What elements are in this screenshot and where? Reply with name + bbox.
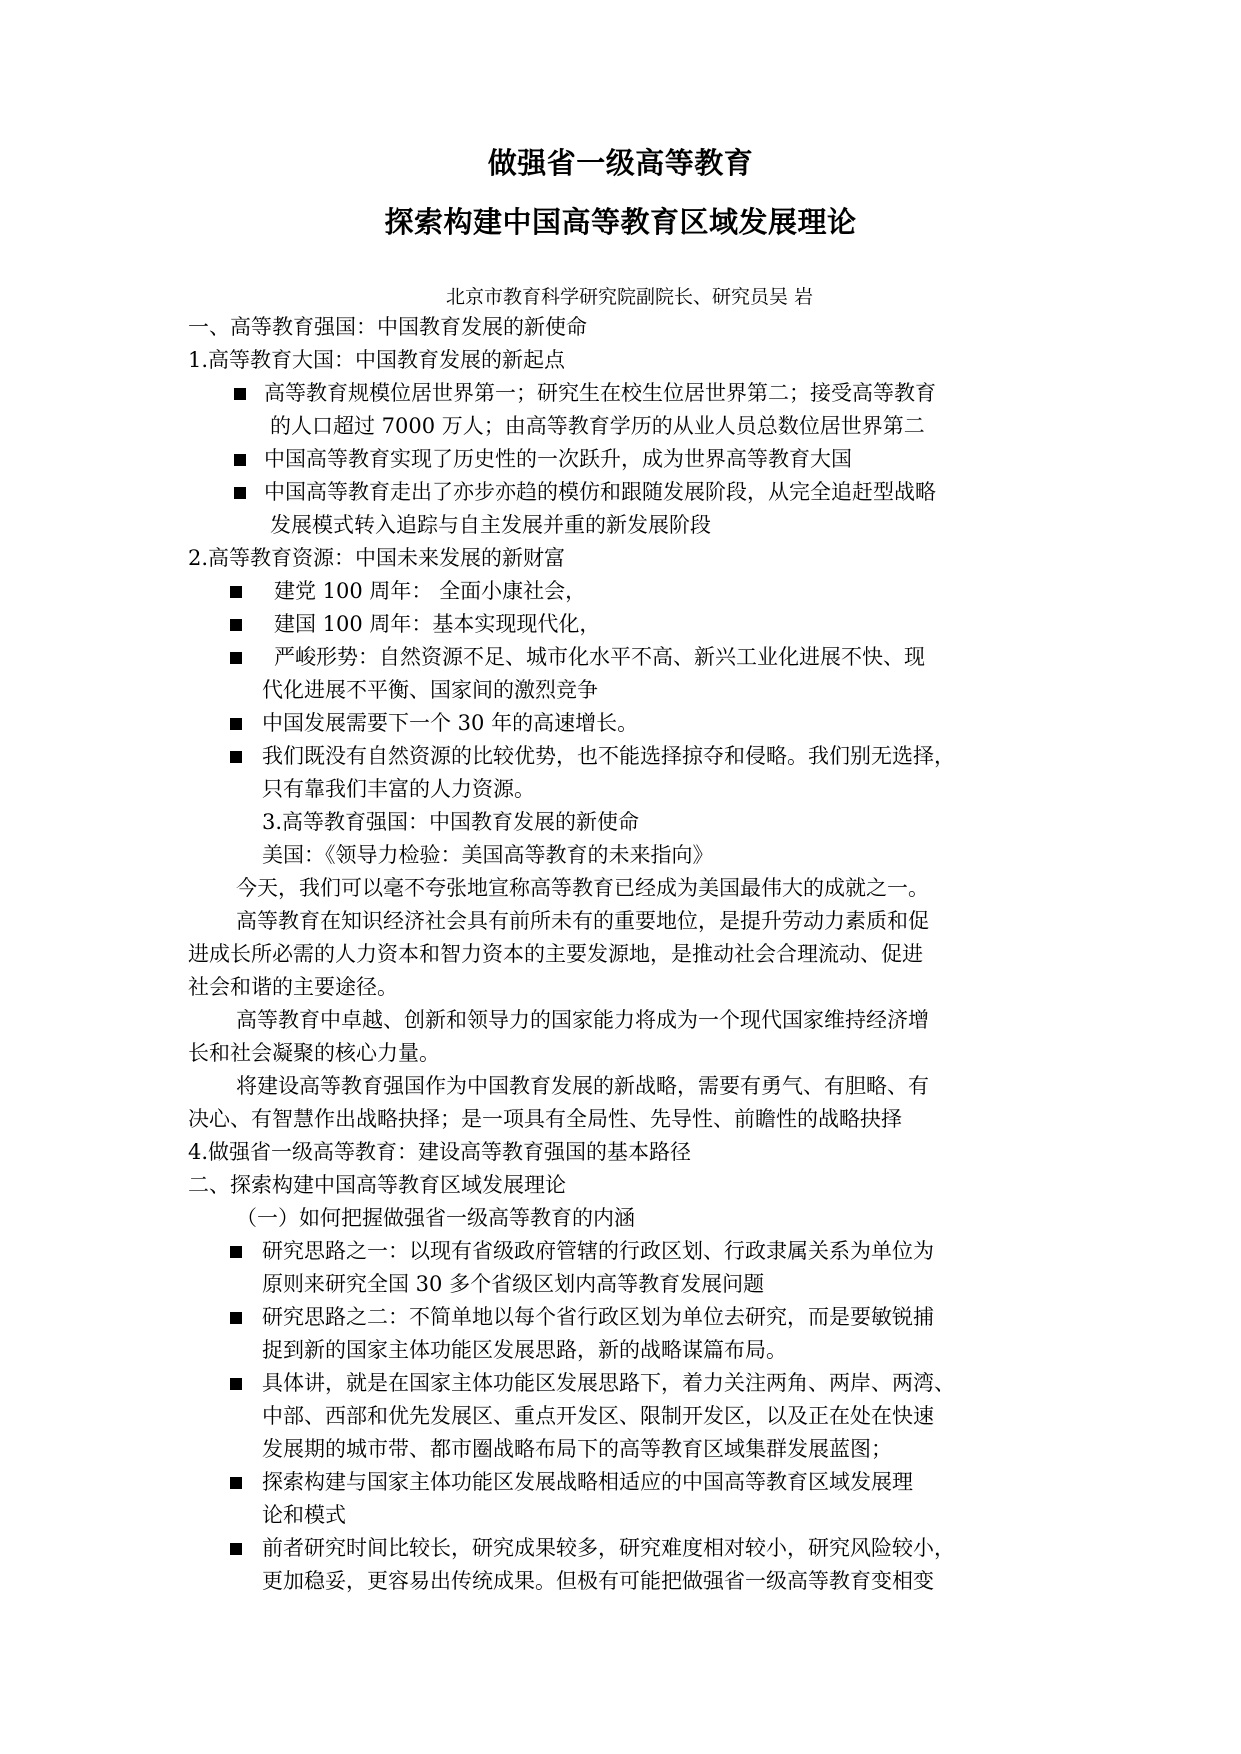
- list-item-text: 捉到新的国家主体功能区发展思路，新的战略谋篇布局。: [262, 1338, 787, 1362]
- bullet-marker: [230, 751, 242, 763]
- paragraph-line: 高等教育中卓越、创新和领导力的国家能力将成为一个现代国家维持经济增: [236, 1008, 929, 1032]
- list-item-text: 论和模式: [262, 1503, 346, 1527]
- bullet-marker: [234, 454, 246, 466]
- bullet-marker: [230, 1312, 242, 1324]
- section-heading: 二、探索构建中国高等教育区域发展理论: [188, 1173, 566, 1197]
- list-item-text: 严峻形势：自然资源不足、城市化水平不高、新兴工业化进展不快、现: [274, 645, 925, 669]
- list-item-text: 中国发展需要下一个 30 年的高速增长。: [262, 711, 639, 735]
- document-title: 做强省一级高等教育: [487, 146, 754, 180]
- list-item-text: 具体讲，就是在国家主体功能区发展思路下，着力关注两角、两岸、两湾、: [262, 1371, 955, 1395]
- bullet-marker: [230, 586, 242, 598]
- list-item-text: 的人口超过 7000 万人；由高等教育学历的从业人员总数位居世界第二: [270, 414, 925, 438]
- bullet-marker: [230, 1477, 242, 1489]
- list-item-text: 原则来研究全国 30 多个省级区划内高等教育发展问题: [262, 1272, 765, 1296]
- paragraph-line: 今天，我们可以毫不夸张地宣称高等教育已经成为美国最伟大的成就之一。: [236, 876, 929, 900]
- section-heading: 一、高等教育强国：中国教育发展的新使命: [188, 315, 587, 339]
- bullet-marker: [230, 1378, 242, 1390]
- paragraph-line: 社会和谐的主要途径。: [188, 975, 398, 999]
- paragraph-line: 将建设高等教育强国作为中国教育发展的新战略，需要有勇气、有胆略、有: [236, 1074, 929, 1098]
- subsection-heading: （一）如何把握做强省一级高等教育的内涵: [236, 1206, 635, 1230]
- bullet-marker: [230, 652, 242, 664]
- paragraph-line: 长和社会凝聚的核心力量。: [188, 1041, 440, 1065]
- author-line: 北京市教育科学研究院副院长、研究员吴 岩: [446, 286, 814, 308]
- paragraph-line: 决心、有智慧作出战略抉择；是一项具有全局性、先导性、前瞻性的战略抉择: [188, 1107, 902, 1131]
- subsection-heading: 1.高等教育大国：中国教育发展的新起点: [188, 348, 566, 372]
- list-item-text: 我们既没有自然资源的比较优势，也不能选择掠夺和侵略。我们别无选择，: [262, 744, 955, 768]
- bullet-marker: [230, 1543, 242, 1555]
- list-item-text: 中国高等教育实现了历史性的一次跃升，成为世界高等教育大国: [264, 447, 852, 471]
- list-item-text: 发展期的城市带、都市圈战略布局下的高等教育区域集群发展蓝图；: [262, 1437, 892, 1461]
- list-item-text: 中国高等教育走出了亦步亦趋的模仿和跟随发展阶段，从完全追赶型战略: [264, 480, 936, 504]
- bullet-marker: [234, 388, 246, 400]
- list-item-text: 前者研究时间比较长，研究成果较多，研究难度相对较小，研究风险较小，: [262, 1536, 955, 1560]
- list-item-text: 代化进展不平衡、国家间的激烈竞争: [262, 678, 598, 702]
- list-item-text: 建国 100 周年：基本实现现代化，: [274, 612, 601, 636]
- subsection-heading: 4.做强省一级高等教育：建设高等教育强国的基本路径: [188, 1140, 692, 1164]
- paragraph-line: 美国：《领导力检验：美国高等教育的未来指向》: [262, 843, 714, 867]
- list-item-text: 研究思路之一：以现有省级政府管辖的行政区划、行政隶属关系为单位为: [262, 1239, 934, 1263]
- bullet-marker: [230, 619, 242, 631]
- document-subtitle: 探索构建中国高等教育区域发展理论: [384, 205, 857, 239]
- list-item-text: 只有靠我们丰富的人力资源。: [262, 777, 535, 801]
- list-item-text: 研究思路之二：不简单地以每个省行政区划为单位去研究，而是要敏锐捕: [262, 1305, 934, 1329]
- list-item-text: 中部、西部和优先发展区、重点开发区、限制开发区，以及正在处在快速: [262, 1404, 934, 1428]
- list-item-text: 建党 100 周年： 全面小康社会，: [274, 579, 587, 603]
- bullet-marker: [230, 1246, 242, 1258]
- list-item-text: 更加稳妥，更容易出传统成果。但极有可能把做强省一级高等教育变相变: [262, 1569, 934, 1593]
- subsection-heading: 2.高等教育资源：中国未来发展的新财富: [188, 546, 566, 570]
- list-item-text: 高等教育规模位居世界第一；研究生在校生位居世界第二；接受高等教育: [264, 381, 936, 405]
- bullet-marker: [234, 487, 246, 499]
- subsection-heading: 3.高等教育强国：中国教育发展的新使命: [262, 810, 640, 834]
- paragraph-line: 进成长所必需的人力资本和智力资本的主要发源地，是推动社会合理流动、促进: [188, 942, 923, 966]
- bullet-marker: [230, 718, 242, 730]
- paragraph-line: 高等教育在知识经济社会具有前所未有的重要地位，是提升劳动力素质和促: [236, 909, 929, 933]
- list-item-text: 探索构建与国家主体功能区发展战略相适应的中国高等教育区域发展理: [262, 1470, 913, 1494]
- list-item-text: 发展模式转入追踪与自主发展并重的新发展阶段: [270, 513, 711, 537]
